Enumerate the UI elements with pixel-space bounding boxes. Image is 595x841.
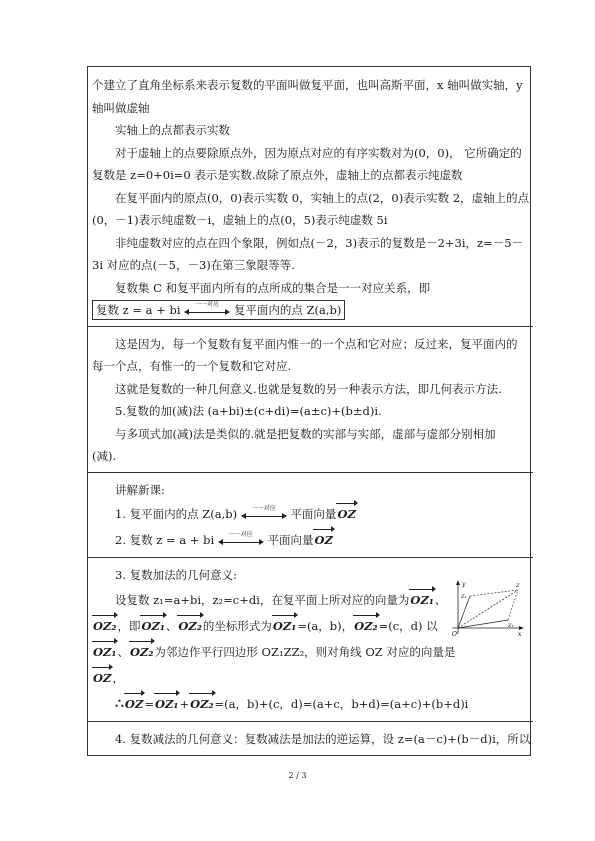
text-line: OZ₁、OZ₂为邻边作平行四边形 OZ₁ZZ₂，则对角线 OZ 对应的向量是 xyxy=(92,639,528,665)
vector-oz: OZ xyxy=(313,527,333,553)
text-line: 设复数 z₁=a+bi，z₂=c+di，在复平面上所对应的向量为OZ₁、 xyxy=(92,587,528,613)
section-heading: 3. 复数加法的几何意义: xyxy=(115,568,238,582)
text-line: 与多项式加(减)法是类似的.就是把复数的实部与实部，虚部与虚部分别相加 xyxy=(115,426,496,441)
text-line: 每一个点，有惟一的一个复数和它对应. xyxy=(92,359,292,373)
vector-oz1: OZ₁ xyxy=(92,639,117,665)
vector-oz: OZ xyxy=(336,501,356,527)
text-line: 3i 对应的点(－5，－3)在第三象限等等. xyxy=(92,258,295,272)
correspondence-box xyxy=(92,300,345,320)
vector-oz1: OZ₁ xyxy=(272,613,297,639)
z-label: Z xyxy=(516,583,520,589)
vector-oz2: OZ₂ xyxy=(189,691,214,717)
page-number: 2 / 3 xyxy=(288,771,307,780)
text-line: (0，－1)表示纯虚数－i，虚轴上的点(0，5)表示纯虚数 5i xyxy=(92,213,388,227)
z1-label: Z₁ xyxy=(508,623,514,629)
parallelogram-edge xyxy=(508,590,518,620)
lesson-content xyxy=(92,74,531,750)
formula-right: 平面向量 xyxy=(267,533,314,547)
text-line: 在复平面内的原点(0，0)表示实数 0，实轴上的点(2，0)表示实数 2，虚轴上的点 xyxy=(115,190,530,205)
text-line: (减). xyxy=(92,449,117,463)
vector-oz: OZ xyxy=(92,665,112,691)
row-divider xyxy=(87,472,533,473)
double-arrow-icon: 一一对应 xyxy=(218,536,264,546)
text-line: 实轴上的点都表示实数 xyxy=(115,123,230,137)
text-line: 5.复数的加(减)法 (a+bi)±(c+di)=(a±c)+(b±d)i. xyxy=(115,404,382,418)
origin-label: O xyxy=(452,631,457,638)
x-axis-label: x xyxy=(518,631,522,638)
vector-oz2: OZ₂ xyxy=(129,639,154,665)
formula-left: 复数 z = a + bi xyxy=(96,303,181,317)
vector-oz1: OZ₁ xyxy=(154,691,179,717)
x-axis-arrow-icon xyxy=(519,626,524,630)
z2-label: Z₂ xyxy=(461,594,467,600)
text-line: 轴叫做虚轴 xyxy=(92,100,150,115)
text-line: 非纯虚数对应的点在四个象限，例如点(－2，3)表示的复数是－2+3i，z=－5－ xyxy=(115,235,524,250)
double-arrow-icon: 一一对应 xyxy=(184,306,230,316)
y-axis-arrow-icon xyxy=(456,580,460,585)
row-divider xyxy=(87,326,533,327)
section-heading: 讲解新课: xyxy=(115,482,165,497)
text-line: OZ， xyxy=(92,665,528,691)
vector-oz2: OZ₂ xyxy=(353,613,378,639)
formula-left: 2. 复数 z = a + bi xyxy=(115,533,215,547)
frame-bottom-border xyxy=(87,755,531,756)
text-line: 这就是复数的一种几何意义.也就是复数的另一种表示方法，即几何表示方法. xyxy=(115,381,502,396)
vector-oz2: OZ₂ xyxy=(92,613,117,639)
formula-right: 平面向量 xyxy=(290,507,337,521)
vector-oz: OZ xyxy=(124,691,144,717)
text-line: OZ₂，即OZ₁、OZ₂的坐标形式为OZ₁=(a，b)，OZ₂=(c，d) 以 xyxy=(92,613,528,639)
vector-oz2-line xyxy=(458,596,470,628)
vector-oz1: OZ₁ xyxy=(409,587,434,613)
text-line: 这是因为，每一个复数有复平面内惟一的一个点和它对应；反过来，复平面内的 xyxy=(115,336,518,351)
formula-left: 1. 复平面内的点 Z(a,b) xyxy=(115,507,238,521)
correspondence-formula xyxy=(92,299,528,322)
vector-oz1-line xyxy=(458,620,508,628)
double-arrow-icon: 一一对应 xyxy=(241,510,287,520)
vector-sum-formula: ∴OZ=OZ₁+OZ₂=(a，b)+(c，d)=(a+c，b+d)=(a+c)+(b+d)i xyxy=(92,691,528,717)
row-divider xyxy=(87,557,533,558)
formula-right: 复平面内的点 Z(a,b) xyxy=(233,303,342,317)
correspondence-line-2 xyxy=(92,527,528,553)
text-line: 复数集 C 和复平面内所有的点所成的集合是一一对应关系，即 xyxy=(115,280,431,295)
row-divider xyxy=(87,721,533,722)
text-line: 4. 复数减法的几何意义：复数减法是加法的逆运算，设 z=(a－c)+(b－d)i，所以 xyxy=(115,731,531,746)
parallelogram-figure xyxy=(450,578,526,640)
text-line: 个建立了直角坐标系来表示复数的平面叫做复平面，也叫高斯平面，x 轴叫做实轴，y xyxy=(92,78,523,92)
text-line: 对于虚轴上的点要除原点外，因为原点对应的有序实数对为(0，0)， 它所确定的 xyxy=(115,145,522,160)
vector-oz2: OZ₂ xyxy=(177,613,202,639)
correspondence-line-1 xyxy=(92,501,528,527)
parallelogram-edge xyxy=(470,590,518,596)
y-axis-label: y xyxy=(462,581,466,588)
text-line: 复数是 z=0+0i=0 表示是实数.故除了原点外，虚轴上的点都表示纯虚数 xyxy=(92,168,463,182)
vector-oz1: OZ₁ xyxy=(140,613,165,639)
